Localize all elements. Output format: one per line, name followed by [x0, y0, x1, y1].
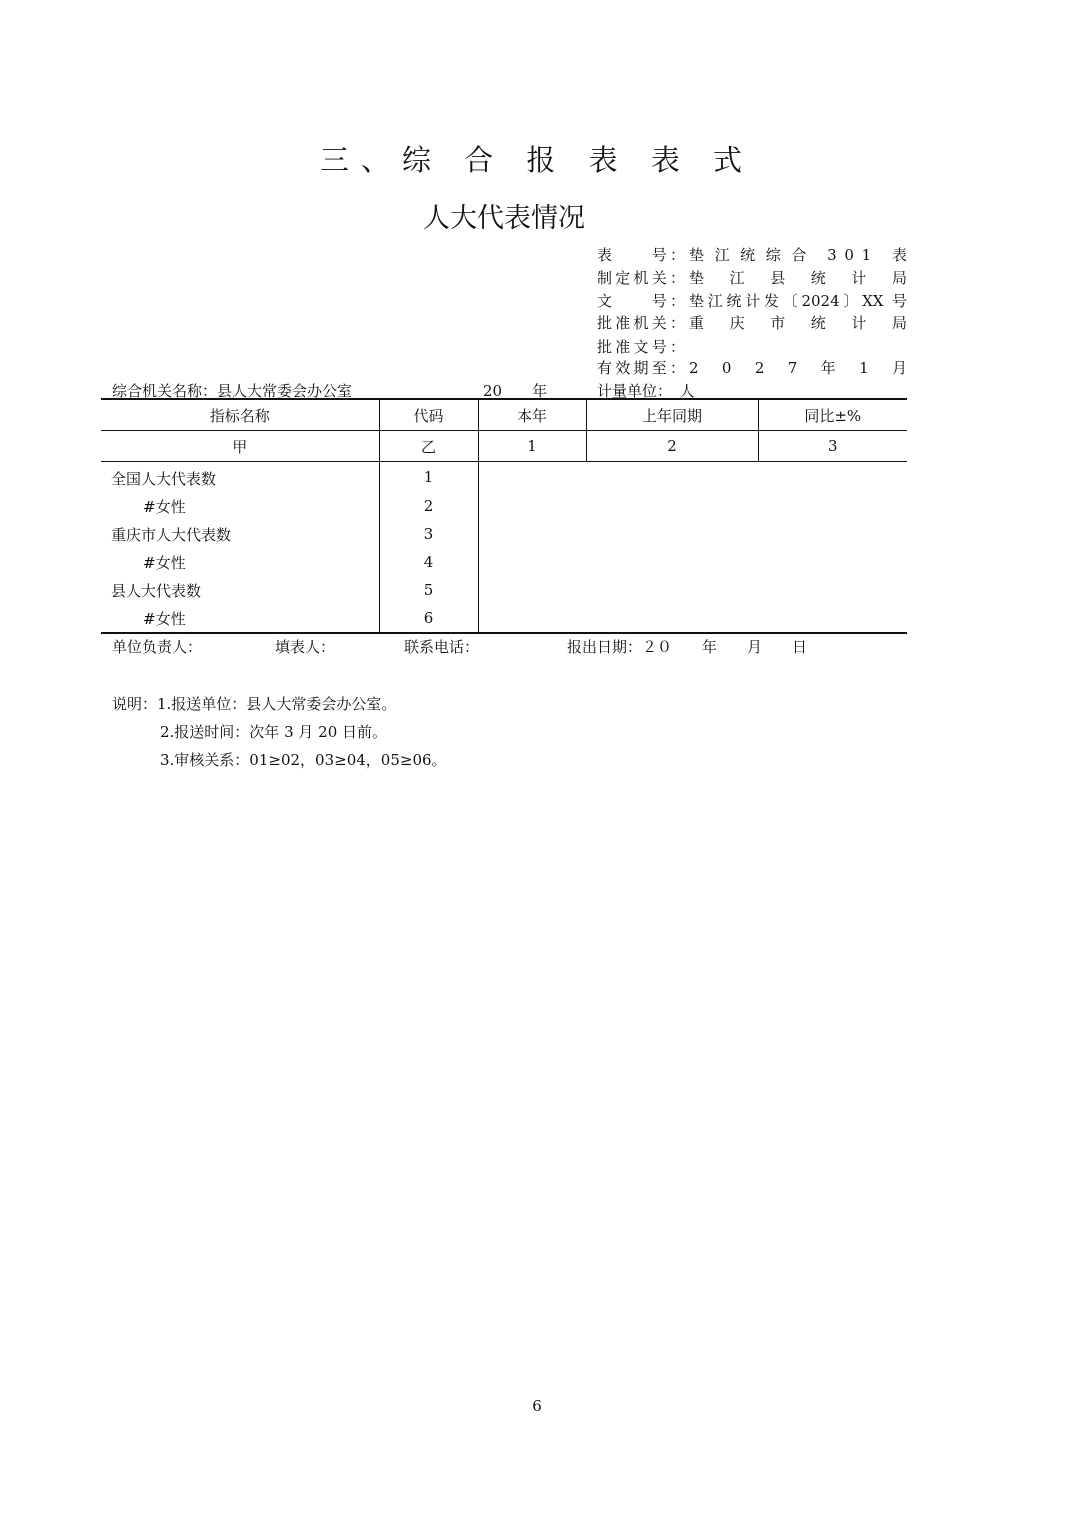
subheader-cell: 甲 [101, 431, 379, 462]
table-header-row [101, 399, 907, 431]
page-title: 三、综 合 报 表 表 式 [319, 143, 755, 177]
report-date-label: 报出日期：２０ 年 月 日 [567, 638, 808, 656]
indicator-name: 县人大代表数 [111, 581, 202, 600]
subheader-cell: 3 [758, 431, 907, 462]
data-cell[interactable] [478, 462, 907, 493]
meta-label: 制定机关： [597, 269, 685, 287]
meta-label: 文 号： [597, 292, 685, 310]
meta-value [685, 336, 907, 358]
meta-approval-number [597, 336, 907, 358]
indicator-code: 5 [379, 576, 478, 604]
header-cell: 同比±% [758, 399, 907, 431]
indicator-code: 6 [379, 604, 478, 633]
unit-of-measure: 计量单位： 人 [597, 382, 695, 400]
data-cell[interactable] [478, 548, 907, 576]
indicator-name: #女性 [143, 553, 186, 572]
meta-doc-number [597, 290, 907, 312]
report-table [101, 398, 907, 634]
data-cell[interactable] [478, 520, 907, 548]
indicator-name: #女性 [101, 604, 379, 633]
phone-label: 联系电话： [404, 638, 480, 656]
meta-valid-until [597, 357, 907, 379]
unit-head-label: 单位负责人： [112, 638, 203, 656]
header-cell: 本年 [478, 399, 586, 431]
report-year: 20 年 [483, 382, 548, 400]
meta-label: 批准机关： [597, 314, 685, 332]
org-name: 综合机关名称：县人大常委会办公室 [112, 382, 353, 400]
meta-value: 垫江统计发〔2024〕XX 号 [689, 292, 907, 310]
data-cell[interactable] [478, 576, 907, 604]
subheader-cell: 1 [478, 431, 586, 462]
meta-approver [597, 312, 907, 334]
filler-label: 填表人： [275, 638, 336, 656]
header-cell: 代码 [379, 399, 478, 431]
indicator-code: 2 [379, 492, 478, 520]
table-row [101, 492, 907, 520]
table-row [101, 604, 907, 633]
page-number: 6 [532, 1397, 542, 1415]
indicator-code: 4 [379, 548, 478, 576]
subheader-cell: 乙 [379, 431, 478, 462]
table-row [101, 548, 907, 576]
note-line: 说明：1.报送单位：县人大常委会办公室。 [112, 695, 397, 713]
meta-label: 表 号： [597, 246, 685, 264]
report-subtitle: 人大代表情况 [423, 203, 585, 234]
data-cell[interactable] [478, 492, 907, 520]
note-line: 3.审核关系：01≥02，03≥04，05≥06。 [160, 751, 447, 769]
header-cell: 上年同期 [586, 399, 758, 431]
table-row [101, 462, 907, 493]
subheader-cell: 2 [586, 431, 758, 462]
indicator-code: 3 [379, 520, 478, 548]
meta-form-number [597, 244, 907, 266]
table-row [101, 520, 907, 548]
indicator-name: 全国人大代表数 [111, 469, 217, 488]
note-line: 2.报送时间：次年 3 月 20 日前。 [160, 723, 388, 741]
meta-issuer [597, 267, 907, 289]
meta-value: 垫 江 县 统 计 局 [689, 269, 907, 287]
indicator-code: 1 [379, 462, 478, 493]
indicator-name: 重庆市人大代表数 [111, 525, 232, 544]
data-cell[interactable] [478, 604, 907, 633]
table-subheader-row [101, 431, 907, 462]
table-row [101, 576, 907, 604]
meta-value: 重 庆 市 统 计 局 [689, 314, 907, 332]
meta-label: 有效期至： [597, 359, 685, 377]
header-cell: 指标名称 [101, 399, 379, 431]
indicator-name: #女性 [143, 497, 186, 516]
meta-value: 2 0 2 7 年 1 月 [689, 359, 907, 377]
meta-value: 垫 江 统 综 合 3 0 1 表 [689, 246, 907, 264]
meta-label: 批准文号： [597, 338, 685, 356]
